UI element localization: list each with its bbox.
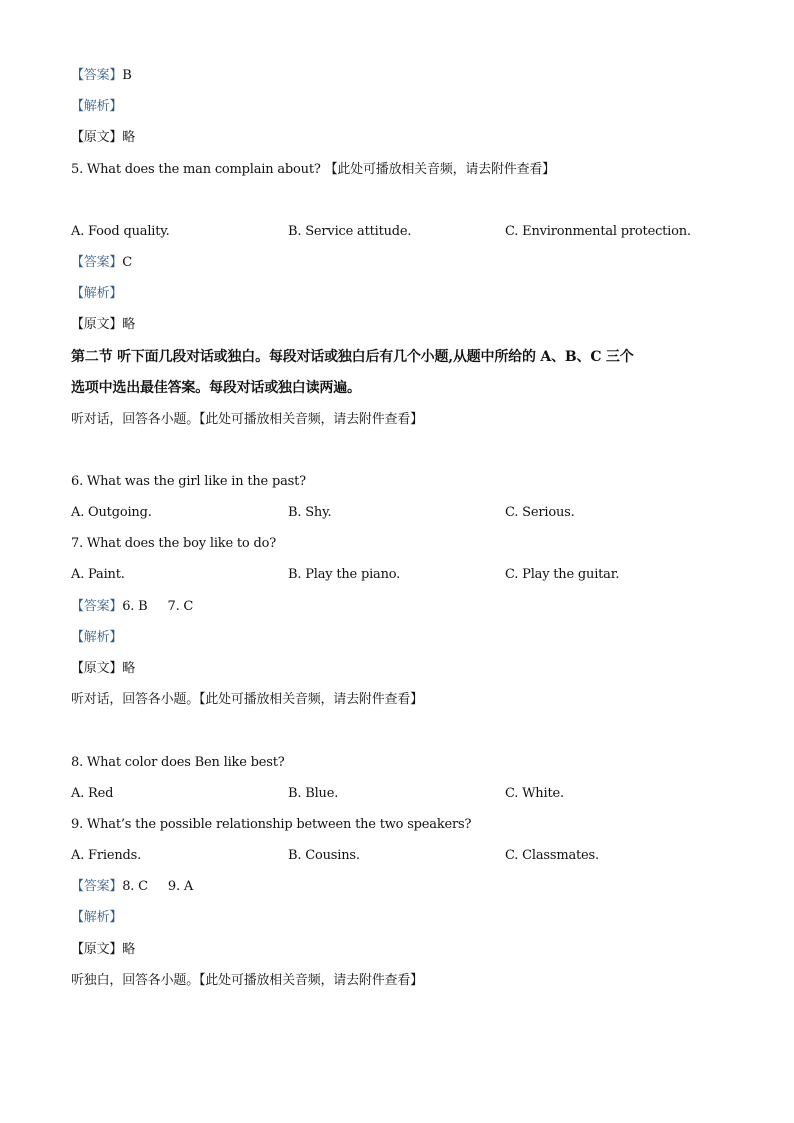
audio-note: 【此处可播放相关音频，请去附件查看】 — [324, 162, 555, 177]
answer-label: 【答案】 — [71, 879, 123, 894]
analysis-row-1 — [71, 98, 122, 116]
original-row-4 — [71, 941, 135, 959]
answer-value-6: 6. B — [122, 599, 148, 614]
section-2-heading-line2: 选项中选出最佳答案。每段对话或独白读两遍。 — [71, 380, 361, 396]
q6-option-c: C. Serious. — [505, 505, 575, 520]
analysis-label: 【解析】 — [71, 286, 123, 301]
analysis-row-4 — [71, 909, 122, 927]
q7-option-c: C. Play the guitar. — [505, 567, 620, 582]
group-2-intro: 听对话，回答各小题。【此处可播放相关音频，请去附件查看】 — [71, 692, 423, 707]
original-row-3 — [71, 660, 135, 678]
q5-option-b: B. Service attitude. — [288, 224, 412, 239]
q8-option-b: B. Blue. — [288, 786, 339, 801]
q8-option-a: A. Red — [71, 786, 114, 801]
answer-value-8: 8. C — [122, 879, 148, 894]
answer-value-9: 9. A — [167, 879, 194, 894]
original-value: 略 — [122, 130, 136, 145]
original-row-2 — [71, 316, 135, 334]
q7-option-b: B. Play the piano. — [288, 567, 401, 582]
q6-option-b: B. Shy. — [288, 505, 332, 520]
answer-label: 【答案】 — [71, 255, 123, 270]
analysis-row-3 — [71, 629, 122, 647]
q9-option-b: B. Cousins. — [288, 848, 360, 863]
answer-value: C — [122, 255, 132, 270]
question-8: 8. What color does Ben like best? — [71, 755, 285, 770]
answer-row-1 — [71, 67, 132, 85]
original-row-1 — [71, 129, 135, 147]
original-value: 略 — [122, 317, 136, 332]
group-1-intro: 听对话，回答各小题。【此处可播放相关音频，请去附件查看】 — [71, 412, 423, 427]
group-3-intro: 听独白，回答各小题。【此处可播放相关音频，请去附件查看】 — [71, 973, 423, 988]
original-value: 略 — [122, 942, 136, 957]
answer-row-3 — [71, 598, 193, 616]
question-6: 6. What was the girl like in the past? — [71, 474, 306, 489]
q8-option-c: C. White. — [505, 786, 564, 801]
analysis-label: 【解析】 — [71, 910, 123, 925]
original-value: 略 — [122, 661, 136, 676]
question-7: 7. What does the boy like to do? — [71, 536, 276, 551]
answer-value-7: 7. C — [167, 599, 194, 614]
answer-value: B — [122, 68, 132, 83]
original-label: 【原文】 — [71, 942, 123, 957]
answer-row-4 — [71, 878, 193, 896]
q9-option-a: A. Friends. — [71, 848, 142, 863]
answer-row-2 — [71, 254, 132, 272]
question-9: 9. What’s the possible relationship between the two speakers? — [71, 817, 472, 832]
original-label: 【原文】 — [71, 130, 123, 145]
q6-option-a: A. Outgoing. — [71, 505, 152, 520]
original-label: 【原文】 — [71, 317, 123, 332]
answer-label: 【答案】 — [71, 68, 123, 83]
question-text: 5. What does the man complain about? — [71, 162, 321, 177]
q5-option-c: C. Environmental protection. — [505, 224, 691, 239]
answer-label: 【答案】 — [71, 599, 123, 614]
analysis-label: 【解析】 — [71, 99, 123, 114]
q9-option-c: C. Classmates. — [505, 848, 599, 863]
section-2-heading-line1: 第二节 听下面几段对话或独白。每段对话或独白后有几个小题,从题中所给的 A、B、C 三个 — [71, 349, 634, 365]
q7-option-a: A. Paint. — [71, 567, 125, 582]
question-5 — [71, 161, 555, 179]
q5-option-a: A. Food quality. — [71, 224, 170, 239]
analysis-row-2 — [71, 285, 122, 303]
analysis-label: 【解析】 — [71, 630, 123, 645]
original-label: 【原文】 — [71, 661, 123, 676]
